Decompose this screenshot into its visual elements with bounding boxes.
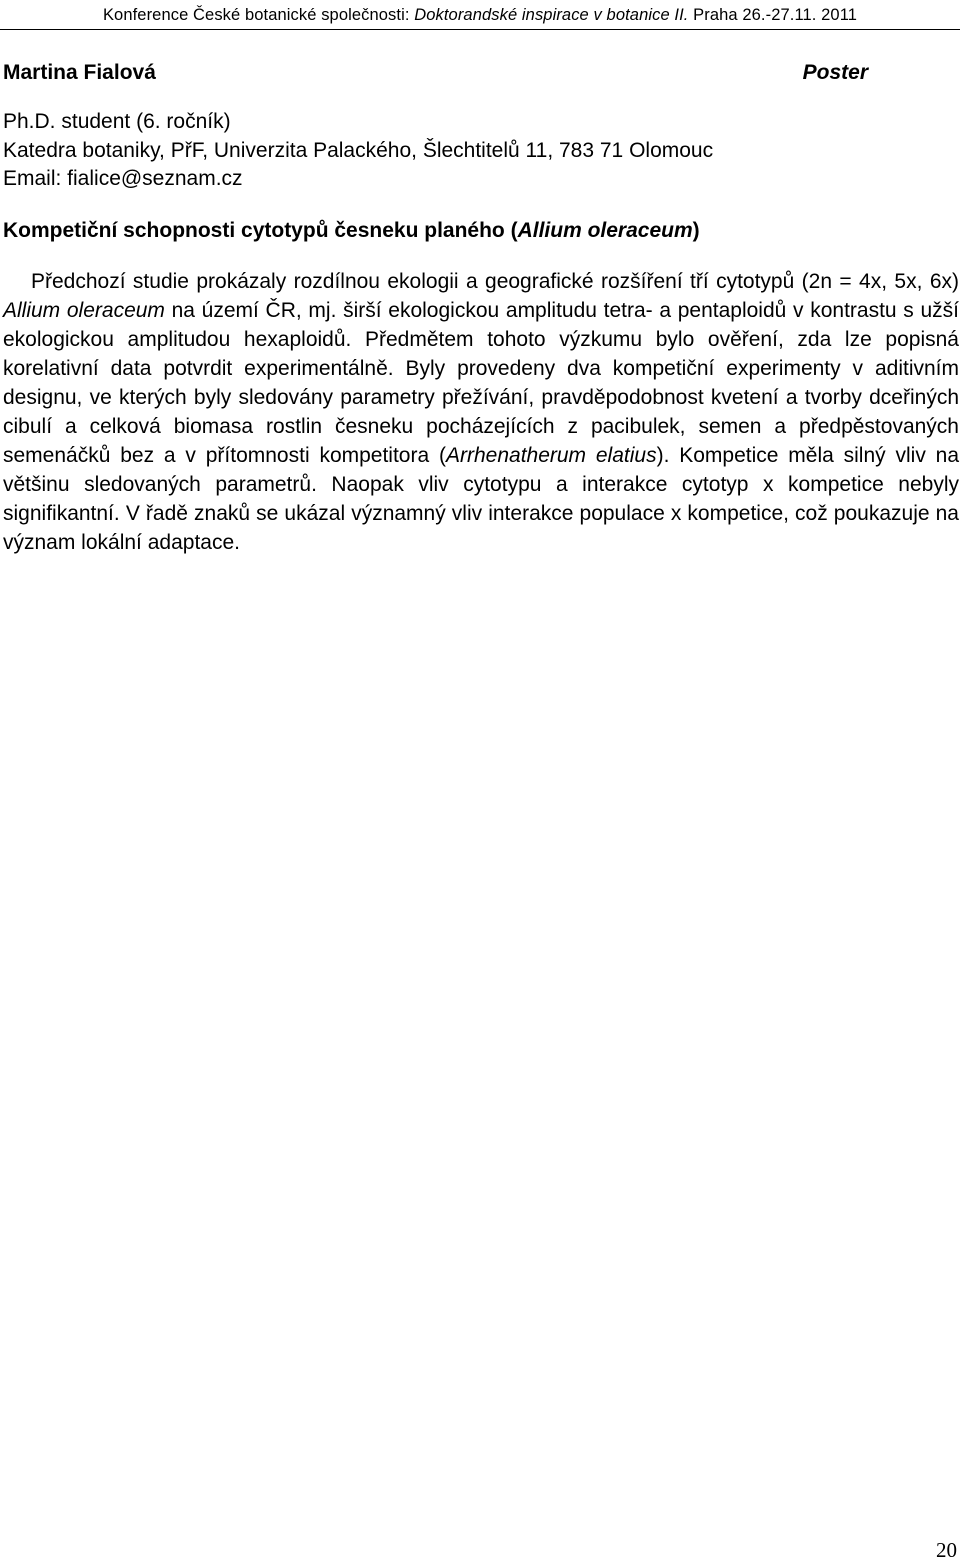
- abstract-title: [3, 218, 700, 244]
- abstract-part-1: Předchozí studie prokázaly rozdílnou ekologii a geografické rozšíření tří cytotypů (2n = 4x, 5x, 6x): [31, 270, 959, 293]
- title-before: Kompetiční schopnosti cytotypů česneku planého (: [3, 219, 518, 242]
- abstract-part-2: na území ČR, mj. širší ekologickou amplitudu tetra- a pentaploidů v kontrastu s užší ekologickou amplitudou hexaploidů. Předmětem tohoto výzkumu bylo ověření, zda lze popisná korelativní data potvrdit experimentálně. Byly provedeny dva kompetiční experimenty v aditivním designu, ve kterých byly sledovány parametry přežívání, pravděpodobnost kvetení a tvorby dceřiných cibulí a celková biomasa rostlin česneku pocházejících z pacibulek, semen a předpěstovaných semenáčků bez a v přítomnosti kompetitora (: [3, 299, 959, 467]
- header-suffix: Praha 26.-27.11. 2011: [688, 6, 858, 24]
- abstract-species-2: Arrhenatherum elatius: [445, 444, 657, 467]
- abstract-part-3: ). Kompetice měla silný vliv na většinu sledovaných parametrů. Naopak vliv cytotypu a interakce cytotyp x kompetice nebyly signifikantní. V řadě znaků se ukázal významný vliv interakce populace x kompetice, což poukazuje na význam lokální adaptace.: [3, 444, 960, 554]
- abstract-body: [3, 267, 959, 557]
- header-event: Doktorandské inspirace v botanice II.: [414, 6, 689, 24]
- page-number: 20: [936, 1538, 957, 1562]
- header-prefix: Konference České botanické společnosti:: [102, 6, 415, 24]
- title-after: ): [692, 219, 700, 242]
- author-name: Martina Fialová: [3, 61, 156, 84]
- abstract-species-1: Allium oleraceum: [3, 299, 165, 322]
- header-rule: [0, 29, 960, 30]
- author-email: Email: fialice@seznam.cz: [3, 167, 243, 190]
- author-affiliation-block: [3, 108, 713, 194]
- author-affiliation: Katedra botaniky, PřF, Univerzita Palackého, Šlechtitelů 11, 783 71 Olomouc: [3, 138, 714, 162]
- author-position: Ph.D. student (6. ročník): [3, 110, 231, 133]
- title-species: Allium oleraceum: [517, 219, 693, 242]
- presentation-type: Poster: [802, 61, 868, 84]
- running-header: [0, 4, 960, 26]
